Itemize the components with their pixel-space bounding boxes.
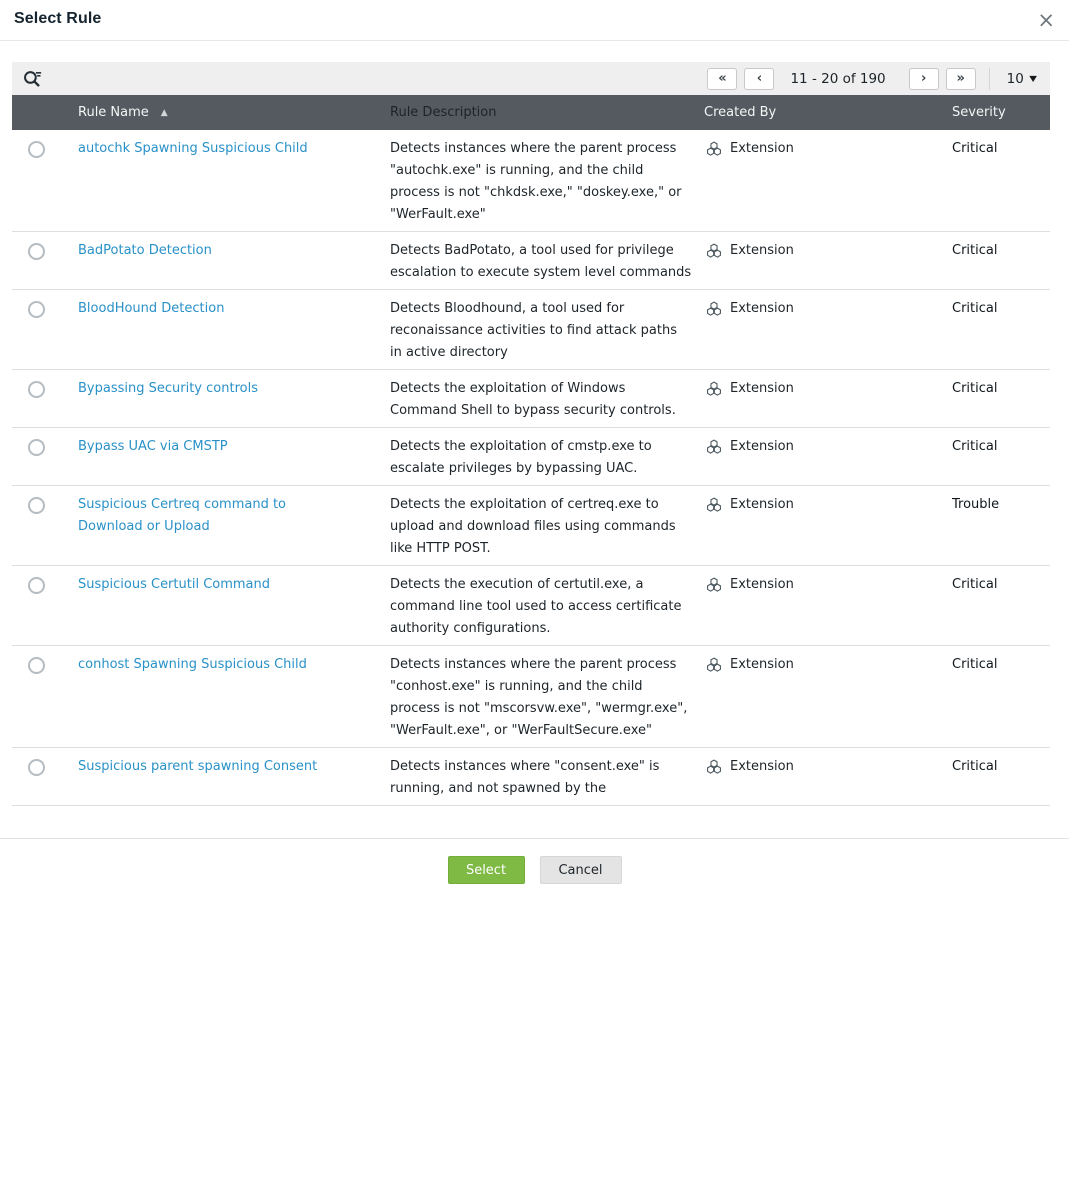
column-header-rule-description[interactable]: Rule Description <box>390 105 497 120</box>
rule-radio[interactable] <box>28 439 45 456</box>
radio-cell <box>12 298 78 364</box>
toolbar-divider <box>989 68 990 90</box>
created-by-cell <box>704 378 952 422</box>
severity-cell: Critical <box>952 141 998 156</box>
rule-name-cell <box>78 574 390 640</box>
severity-cell: Critical <box>952 301 998 316</box>
prev-page-button[interactable]: ‹ <box>744 68 774 90</box>
rule-description-cell: Detects BadPotato, a tool used for privilege escalation to execute system level commands <box>390 243 692 280</box>
created-by-cell <box>704 654 952 742</box>
created-by-label: Extension <box>730 577 794 592</box>
rule-name-cell <box>78 654 390 742</box>
extension-icon <box>706 657 722 673</box>
rule-radio[interactable] <box>28 657 45 674</box>
rule-name-cell <box>78 494 390 560</box>
table-body <box>12 130 1050 848</box>
rule-name-cell <box>78 138 390 226</box>
rule-name-link[interactable]: BadPotato Detection <box>78 243 212 258</box>
table-header-row <box>12 95 1050 130</box>
severity-cell: Critical <box>952 657 998 672</box>
severity-cell: Critical <box>952 381 998 396</box>
radio-cell <box>12 436 78 480</box>
created-by-label: Extension <box>730 243 794 258</box>
radio-cell <box>12 574 78 640</box>
close-icon[interactable]: × <box>1037 8 1055 32</box>
rule-name-cell <box>78 298 390 364</box>
radio-cell <box>12 138 78 226</box>
created-by-label: Extension <box>730 497 794 512</box>
page-size-dropdown[interactable] <box>1001 69 1042 89</box>
rule-radio[interactable] <box>28 243 45 260</box>
radio-cell <box>12 756 78 800</box>
dialog-header <box>0 0 1069 41</box>
table-row <box>12 232 1050 290</box>
created-by-label: Extension <box>730 381 794 396</box>
radio-cell <box>12 654 78 742</box>
rule-name-link[interactable]: Suspicious parent spawning Consent <box>78 759 318 774</box>
severity-cell: Critical <box>952 759 998 774</box>
table-row <box>12 428 1050 486</box>
created-by-cell <box>704 494 952 560</box>
rule-name-link[interactable]: autochk Spawning Suspicious Child <box>78 141 308 156</box>
severity-cell: Critical <box>952 577 998 592</box>
radio-cell <box>12 240 78 284</box>
rule-list-area <box>12 62 1050 848</box>
rule-name-link[interactable]: conhost Spawning Suspicious Child <box>78 657 307 672</box>
cancel-button[interactable]: Cancel <box>540 856 622 884</box>
extension-icon <box>706 497 722 513</box>
rule-name-link[interactable]: Bypass UAC via CMSTP <box>78 439 228 454</box>
severity-cell: Trouble <box>952 497 1000 512</box>
created-by-cell <box>704 138 952 226</box>
rule-description-cell: Detects instances where the parent process "conhost.exe" is running, and the child process is not "mscorsvw.exe", "wermgr.exe", "WerFault.exe", or "WerFaultSecure.exe" <box>390 657 688 738</box>
table-row <box>12 748 1050 806</box>
table-row <box>12 566 1050 646</box>
column-header-severity[interactable]: Severity <box>952 105 1006 120</box>
rule-radio[interactable] <box>28 381 45 398</box>
rule-description-cell: Detects Bloodhound, a tool used for reconaissance activities to find attack paths in active directory <box>390 301 678 360</box>
created-by-cell <box>704 240 952 284</box>
rule-radio[interactable] <box>28 497 45 514</box>
column-header-created-by[interactable]: Created By <box>704 105 777 120</box>
extension-icon <box>706 439 722 455</box>
rule-name-cell <box>78 378 390 422</box>
extension-icon <box>706 577 722 593</box>
extension-icon <box>706 759 722 775</box>
rule-name-cell <box>78 240 390 284</box>
extension-icon <box>706 301 722 317</box>
rule-name-link[interactable]: Suspicious Certutil Command <box>78 577 271 592</box>
last-page-button[interactable]: » <box>946 68 976 90</box>
rule-name-cell <box>78 756 390 800</box>
rule-name-link[interactable]: Bypassing Security controls <box>78 381 258 396</box>
footer-buttons <box>0 856 1069 884</box>
severity-cell: Critical <box>952 439 998 454</box>
extension-icon <box>706 381 722 397</box>
severity-cell: Critical <box>952 243 998 258</box>
chevron-down-icon: ▼ <box>1029 74 1037 83</box>
created-by-cell <box>704 436 952 480</box>
next-page-button[interactable]: › <box>909 68 939 90</box>
table-row <box>12 370 1050 428</box>
select-button[interactable]: Select <box>448 856 525 884</box>
rule-description-cell: Detects the execution of certutil.exe, a command line tool used to access certificate authority configurations. <box>390 577 682 636</box>
page-size-value: 10 <box>1006 70 1024 87</box>
dialog-title: Select Rule <box>14 10 102 27</box>
table-row <box>12 486 1050 566</box>
table-row <box>12 646 1050 748</box>
table-row <box>12 290 1050 370</box>
rule-radio[interactable] <box>28 141 45 158</box>
rule-description-cell: Detects instances where "consent.exe" is running, and not spawned by the <box>390 759 660 796</box>
created-by-cell <box>704 298 952 364</box>
created-by-label: Extension <box>730 657 794 672</box>
created-by-cell <box>704 756 952 800</box>
rule-name-header-label: Rule Name <box>78 105 149 120</box>
rule-name-link[interactable]: Suspicious Certreq command to Download or Upload <box>78 497 287 534</box>
sort-asc-icon[interactable]: ▲ <box>160 107 168 118</box>
rule-radio[interactable] <box>28 577 45 594</box>
rule-description-cell: Detects the exploitation of cmstp.exe to escalate privileges by bypassing UAC. <box>390 439 652 476</box>
rule-description-cell: Detects instances where the parent process "autochk.exe" is running, and the child process is not "chkdsk.exe," "doskey.exe," or "WerFault.exe" <box>390 141 682 222</box>
first-page-button[interactable]: « <box>707 68 737 90</box>
created-by-cell <box>704 574 952 640</box>
rule-name-link[interactable]: BloodHound Detection <box>78 301 225 316</box>
created-by-label: Extension <box>730 301 794 316</box>
rule-description-cell: Detects the exploitation of Windows Command Shell to bypass security controls. <box>390 381 676 418</box>
pagination-controls <box>700 68 1042 90</box>
extension-icon <box>706 243 722 259</box>
search-icon[interactable] <box>22 68 43 89</box>
table-row <box>12 130 1050 232</box>
rule-description-cell: Detects the exploitation of certreq.exe to upload and download files using commands like HTTP POST. <box>390 497 676 556</box>
extension-icon <box>706 141 722 157</box>
created-by-label: Extension <box>730 439 794 454</box>
created-by-label: Extension <box>730 141 794 156</box>
radio-cell <box>12 494 78 560</box>
toolbar <box>12 62 1050 95</box>
pagination-range: 11 - 20 of 190 <box>790 70 886 87</box>
column-header-rule-name[interactable] <box>78 105 390 120</box>
rule-radio[interactable] <box>28 301 45 318</box>
rule-radio[interactable] <box>28 759 45 776</box>
created-by-label: Extension <box>730 759 794 774</box>
radio-cell <box>12 378 78 422</box>
rule-name-cell <box>78 436 390 480</box>
